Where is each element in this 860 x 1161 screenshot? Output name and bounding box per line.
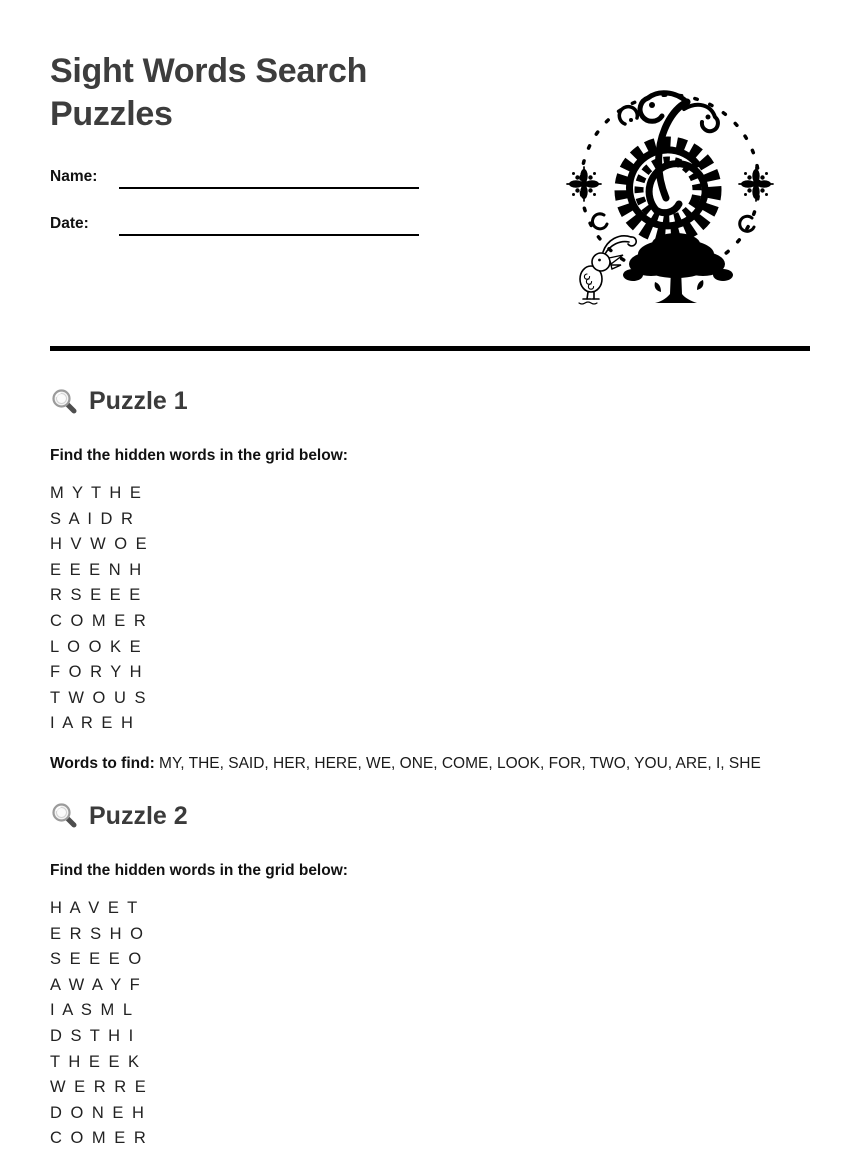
grid-row: I A S M L (50, 1001, 134, 1020)
grid-row: H A V E T (50, 898, 139, 917)
grid-row: E R S H O (50, 924, 145, 943)
flower-medallion-left (567, 167, 601, 201)
name-write-line (119, 166, 419, 189)
puzzle-1-heading-label: Puzzle 1 (89, 387, 188, 415)
grid-row: S E E E O (50, 950, 143, 969)
grid-row: H V W O E (50, 535, 149, 554)
grid-row: T H E E K (50, 1052, 141, 1071)
ornament-image (563, 72, 778, 307)
words-to-find-list: MY, THE, SAID, HER, HERE, WE, ONE, COME, LOOK, FOR, TWO, YOU, ARE, I, SHE (154, 754, 761, 772)
grid-row: D S T H I (50, 1026, 135, 1045)
worksheet-header (50, 0, 810, 236)
page-title: Sight Words Search Puzzles (50, 52, 368, 133)
grid-row: S A I D R (50, 509, 135, 528)
section-divider (50, 346, 810, 351)
grid-row: C O M E R (50, 1129, 148, 1148)
tree-silhouette (623, 233, 733, 303)
puzzle-1-instruction: Find the hidden words in the grid below: (50, 447, 348, 464)
lace-medallion (622, 144, 714, 236)
puzzle-1-word-grid (50, 481, 810, 737)
grid-row: F O R Y H (50, 663, 143, 682)
ring-accent-left (592, 214, 607, 229)
magnifier-icon (50, 388, 78, 416)
grid-row: I A R E H (50, 714, 135, 733)
flower-medallion-right (739, 167, 773, 201)
bird-illustration (579, 236, 636, 304)
puzzle-1-section (50, 385, 810, 774)
puzzle-2-heading-label: Puzzle 2 (89, 801, 188, 830)
puzzle-2-section (50, 800, 810, 1152)
puzzle-1-heading (50, 385, 810, 418)
words-to-find (50, 753, 810, 774)
puzzle-2-word-grid (50, 896, 810, 1152)
puzzle-2-heading (50, 800, 810, 833)
grid-row: C O M E R (50, 611, 148, 630)
magnifier-icon (50, 802, 78, 830)
grid-row: E E E N H (50, 560, 143, 579)
grid-row: L O O K E (50, 637, 143, 656)
grid-row: D O N E H (50, 1103, 146, 1122)
grid-row: R S E E E (50, 586, 142, 605)
grid-row: M Y T H E (50, 484, 143, 502)
grid-row: T W O U S (50, 688, 147, 707)
grid-row: A W A Y F (50, 975, 142, 994)
words-to-find-label: Words to find: (50, 754, 155, 772)
date-label: Date: (50, 215, 89, 232)
name-label: Name: (50, 168, 98, 185)
puzzle-2-instruction: Find the hidden words in the grid below: (50, 861, 348, 879)
grid-row: W E R R E (50, 1078, 148, 1097)
date-write-line (119, 213, 419, 236)
